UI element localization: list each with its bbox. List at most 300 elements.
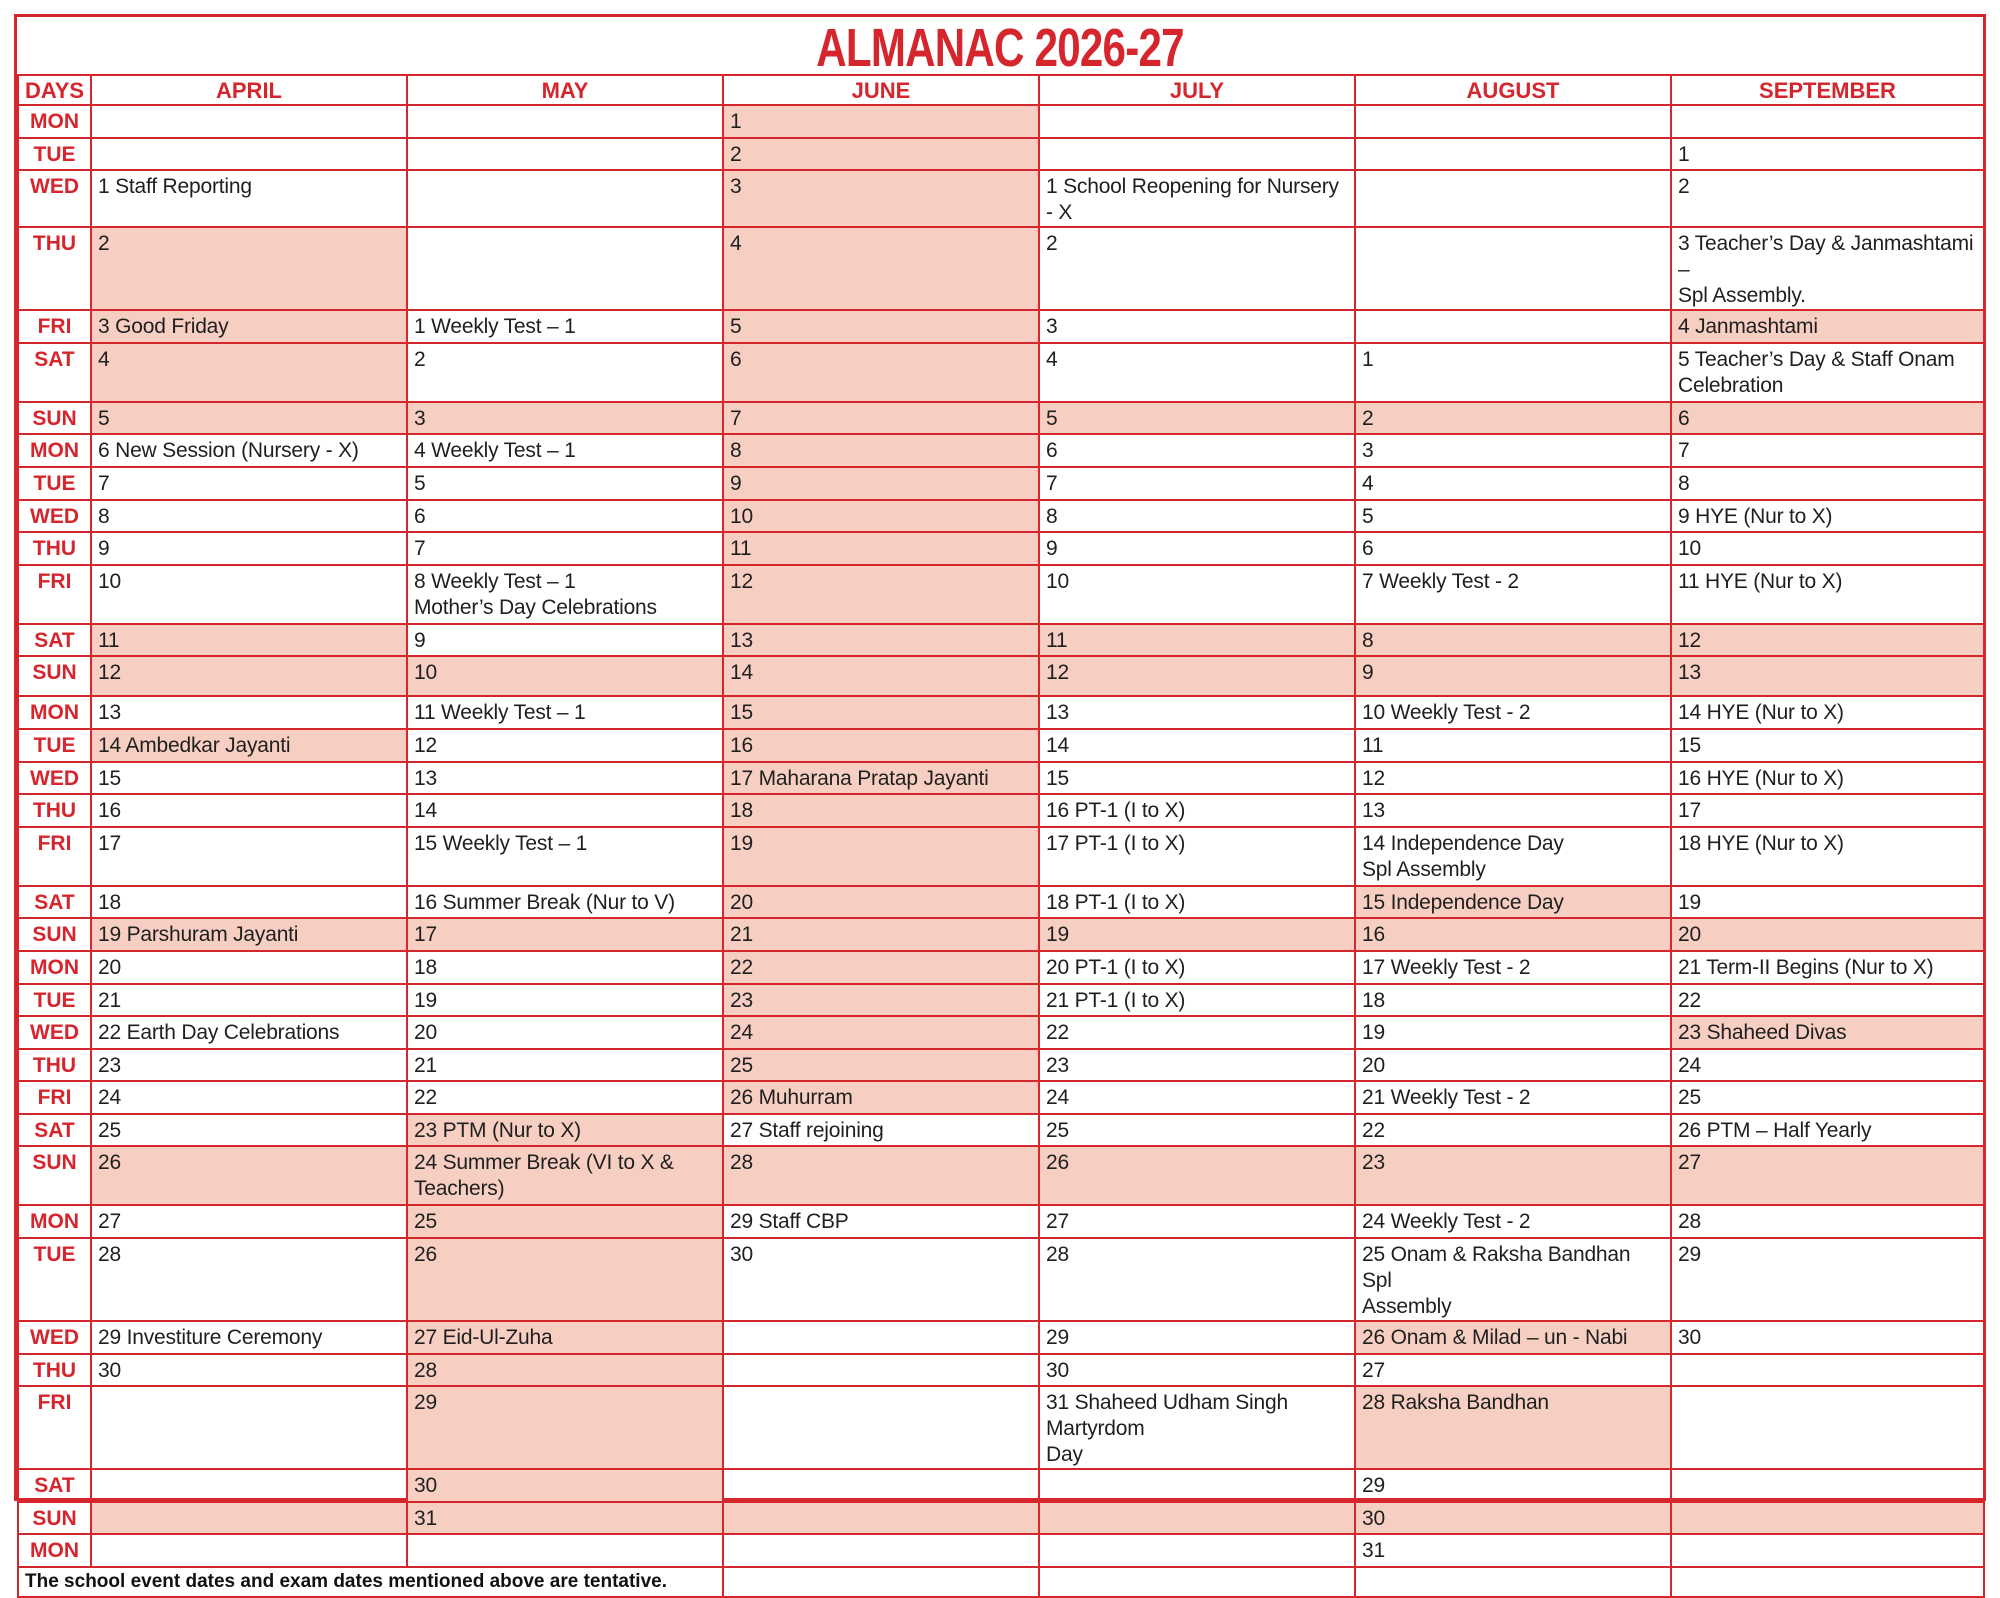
date-cell-september: 1 [1671,138,1984,171]
date-cell-august [1355,310,1671,343]
day-label: SAT [18,624,91,657]
date-cell-april: 2 [91,227,407,310]
footer-row [18,1567,1984,1597]
date-cell-june: 14 [723,656,1039,696]
day-label: TUE [18,138,91,171]
table-row [18,402,1984,435]
table-row [18,1386,1984,1469]
table-row [18,1016,1984,1049]
date-cell-april: 25 [91,1114,407,1147]
date-cell-july: 16 PT-1 (I to X) [1039,794,1355,827]
date-cell-july [1039,138,1355,171]
date-cell-august: 15 Independence Day [1355,886,1671,919]
date-cell-august: 5 [1355,500,1671,533]
day-label: SAT [18,1469,91,1502]
table-row [18,1205,1984,1238]
table-row [18,1502,1984,1535]
date-cell-april: 26 [91,1146,407,1205]
date-cell-august: 27 [1355,1354,1671,1387]
date-cell-september [1671,105,1984,138]
date-cell-july: 28 [1039,1238,1355,1321]
date-cell-september: 11 HYE (Nur to X) [1671,565,1984,624]
date-cell-august: 18 [1355,984,1671,1017]
date-cell-april: 28 [91,1238,407,1321]
date-cell-july: 1 School Reopening for Nursery - X [1039,170,1355,227]
date-cell-may: 6 [407,500,723,533]
date-cell-july: 30 [1039,1354,1355,1387]
date-cell-may: 5 [407,467,723,500]
date-cell-may: 31 [407,1502,723,1535]
table-row [18,794,1984,827]
date-cell-august: 28 Raksha Bandhan [1355,1386,1671,1469]
table-row [18,624,1984,657]
table-row [18,1146,1984,1205]
date-cell-april: 13 [91,696,407,729]
date-cell-june [723,1469,1039,1502]
date-cell-june: 10 [723,500,1039,533]
date-cell-may: 15 Weekly Test – 1 [407,827,723,886]
day-label: THU [18,532,91,565]
table-row [18,500,1984,533]
day-label: FRI [18,565,91,624]
date-cell-june: 25 [723,1049,1039,1082]
date-cell-april: 10 [91,565,407,624]
table-row [18,1354,1984,1387]
date-cell-april: 23 [91,1049,407,1082]
page-title: ALMANAC 2026-27 [816,18,1184,78]
table-row [18,434,1984,467]
date-cell-april: 19 Parshuram Jayanti [91,918,407,951]
day-label: WED [18,762,91,795]
date-cell-may: 25 [407,1205,723,1238]
day-label: SUN [18,1146,91,1205]
table-row [18,762,1984,795]
table-row [18,984,1984,1017]
date-cell-april: 21 [91,984,407,1017]
table-row [18,310,1984,343]
date-cell-may: 24 Summer Break (VI to X & Teachers) [407,1146,723,1205]
date-cell-april [91,105,407,138]
date-cell-august: 16 [1355,918,1671,951]
date-cell-september: 15 [1671,729,1984,762]
almanac-body [18,105,1984,1597]
date-cell-june: 4 [723,227,1039,310]
date-cell-september: 12 [1671,624,1984,657]
date-cell-may: 30 [407,1469,723,1502]
date-cell-september [1671,1354,1984,1387]
day-label: FRI [18,1386,91,1469]
date-cell-june: 13 [723,624,1039,657]
day-label: TUE [18,729,91,762]
date-cell-may [407,1534,723,1567]
date-cell-july: 13 [1039,696,1355,729]
date-cell-august [1355,227,1671,310]
date-cell-april: 7 [91,467,407,500]
table-row [18,951,1984,984]
date-cell-april [91,1502,407,1535]
date-cell-august: 30 [1355,1502,1671,1535]
date-cell-august: 8 [1355,624,1671,657]
date-cell-july: 18 PT-1 (I to X) [1039,886,1355,919]
day-label: SUN [18,918,91,951]
date-cell-september: 18 HYE (Nur to X) [1671,827,1984,886]
day-label: SUN [18,656,91,696]
date-cell-july [1039,1534,1355,1567]
date-cell-june: 9 [723,467,1039,500]
day-label: FRI [18,1081,91,1114]
date-cell-april: 6 New Session (Nursery - X) [91,434,407,467]
date-cell-april [91,1469,407,1502]
table-row [18,532,1984,565]
almanac-table [17,74,1985,1598]
date-cell-july: 7 [1039,467,1355,500]
date-cell-august [1355,170,1671,227]
date-cell-april: 12 [91,656,407,696]
date-cell-may: 17 [407,918,723,951]
date-cell-august: 25 Onam & Raksha Bandhan Spl Assembly [1355,1238,1671,1321]
date-cell-september: 28 [1671,1205,1984,1238]
date-cell-september: 9 HYE (Nur to X) [1671,500,1984,533]
day-label: WED [18,170,91,227]
days-header: DAYS [18,75,91,105]
table-row [18,696,1984,729]
date-cell-september: 19 [1671,886,1984,919]
day-label: THU [18,1049,91,1082]
date-cell-may [407,227,723,310]
date-cell-may: 22 [407,1081,723,1114]
date-cell-june: 12 [723,565,1039,624]
table-row [18,918,1984,951]
date-cell-september: 21 Term-II Begins (Nur to X) [1671,951,1984,984]
date-cell-july [1039,1502,1355,1535]
date-cell-may: 2 [407,343,723,402]
day-label: TUE [18,984,91,1017]
header-row [18,75,1984,105]
date-cell-august: 2 [1355,402,1671,435]
date-cell-july: 24 [1039,1081,1355,1114]
date-cell-august: 6 [1355,532,1671,565]
date-cell-june [723,1502,1039,1535]
date-cell-august: 1 [1355,343,1671,402]
date-cell-july: 27 [1039,1205,1355,1238]
date-cell-june [723,1321,1039,1354]
date-cell-july: 2 [1039,227,1355,310]
date-cell-may: 28 [407,1354,723,1387]
date-cell-july: 11 [1039,624,1355,657]
date-cell-september: 24 [1671,1049,1984,1082]
date-cell-september: 22 [1671,984,1984,1017]
date-cell-september: 16 HYE (Nur to X) [1671,762,1984,795]
table-row [18,565,1984,624]
date-cell-july: 21 PT-1 (I to X) [1039,984,1355,1017]
date-cell-june: 16 [723,729,1039,762]
date-cell-august: 12 [1355,762,1671,795]
day-label: WED [18,1016,91,1049]
day-label: MON [18,105,91,138]
date-cell-may: 9 [407,624,723,657]
date-cell-september: 23 Shaheed Divas [1671,1016,1984,1049]
date-cell-august: 22 [1355,1114,1671,1147]
date-cell-july: 31 Shaheed Udham Singh Martyrdom Day [1039,1386,1355,1469]
date-cell-april: 1 Staff Reporting [91,170,407,227]
date-cell-may: 10 [407,656,723,696]
day-label: SUN [18,402,91,435]
date-cell-september: 13 [1671,656,1984,696]
table-row [18,227,1984,310]
almanac-frame [14,14,1986,1593]
date-cell-april: 9 [91,532,407,565]
date-cell-september: 25 [1671,1081,1984,1114]
date-cell-september: 7 [1671,434,1984,467]
date-cell-june [723,1386,1039,1469]
footer-note: The school event dates and exam dates mentioned above are tentative. [18,1567,723,1597]
table-row [18,1114,1984,1147]
date-cell-july: 20 PT-1 (I to X) [1039,951,1355,984]
date-cell-may: 29 [407,1386,723,1469]
date-cell-august: 4 [1355,467,1671,500]
date-cell-september: 27 [1671,1146,1984,1205]
date-cell-may: 21 [407,1049,723,1082]
month-header-june: JUNE [723,75,1039,105]
day-label: FRI [18,310,91,343]
date-cell-july: 15 [1039,762,1355,795]
date-cell-june: 30 [723,1238,1039,1321]
date-cell-june: 15 [723,696,1039,729]
date-cell-june: 29 Staff CBP [723,1205,1039,1238]
date-cell-august [1355,105,1671,138]
date-cell-june: 27 Staff rejoining [723,1114,1039,1147]
date-cell-may: 3 [407,402,723,435]
date-cell-september [1671,1469,1984,1502]
day-label: SUN [18,1502,91,1535]
date-cell-april: 27 [91,1205,407,1238]
date-cell-august: 23 [1355,1146,1671,1205]
date-cell-april [91,138,407,171]
date-cell-april [91,1534,407,1567]
date-cell-may: 7 [407,532,723,565]
day-label: MON [18,1534,91,1567]
date-cell-july: 14 [1039,729,1355,762]
date-cell-april: 30 [91,1354,407,1387]
day-label: TUE [18,467,91,500]
date-cell-june: 5 [723,310,1039,343]
date-cell-june: 19 [723,827,1039,886]
date-cell-may: 8 Weekly Test – 1 Mother’s Day Celebrations [407,565,723,624]
date-cell-august: 17 Weekly Test - 2 [1355,951,1671,984]
date-cell-september: 14 HYE (Nur to X) [1671,696,1984,729]
date-cell-september: 2 [1671,170,1984,227]
date-cell-august: 13 [1355,794,1671,827]
date-cell-may [407,138,723,171]
date-cell-june: 2 [723,138,1039,171]
day-label: MON [18,1205,91,1238]
date-cell-september: 26 PTM – Half Yearly [1671,1114,1984,1147]
date-cell-july [1039,1469,1355,1502]
day-label: SAT [18,1114,91,1147]
date-cell-may: 23 PTM (Nur to X) [407,1114,723,1147]
date-cell-july: 9 [1039,532,1355,565]
date-cell-june: 28 [723,1146,1039,1205]
date-cell-august: 31 [1355,1534,1671,1567]
day-label: MON [18,951,91,984]
table-row [18,105,1984,138]
date-cell-september: 6 [1671,402,1984,435]
day-label: WED [18,1321,91,1354]
date-cell-august: 21 Weekly Test - 2 [1355,1081,1671,1114]
table-row [18,138,1984,171]
month-header-august: AUGUST [1355,75,1671,105]
table-row [18,827,1984,886]
date-cell-september: 17 [1671,794,1984,827]
date-cell-july: 5 [1039,402,1355,435]
date-cell-august: 19 [1355,1016,1671,1049]
date-cell-june: 24 [723,1016,1039,1049]
date-cell-may: 26 [407,1238,723,1321]
table-row [18,656,1984,696]
date-cell-may: 13 [407,762,723,795]
date-cell-september: 3 Teacher’s Day & Janmashtami – Spl Assembly. [1671,227,1984,310]
footer-empty-cell [1671,1567,1984,1597]
date-cell-april: 16 [91,794,407,827]
month-header-april: APRIL [91,75,407,105]
date-cell-april: 4 [91,343,407,402]
date-cell-july: 10 [1039,565,1355,624]
date-cell-april: 14 Ambedkar Jayanti [91,729,407,762]
date-cell-april: 15 [91,762,407,795]
date-cell-may: 4 Weekly Test – 1 [407,434,723,467]
date-cell-june: 18 [723,794,1039,827]
date-cell-july: 19 [1039,918,1355,951]
date-cell-september: 30 [1671,1321,1984,1354]
day-label: THU [18,794,91,827]
date-cell-june: 17 Maharana Pratap Jayanti [723,762,1039,795]
date-cell-june: 8 [723,434,1039,467]
date-cell-september: 10 [1671,532,1984,565]
date-cell-may: 18 [407,951,723,984]
date-cell-may: 14 [407,794,723,827]
table-row [18,467,1984,500]
date-cell-august: 10 Weekly Test - 2 [1355,696,1671,729]
date-cell-july: 23 [1039,1049,1355,1082]
date-cell-july: 6 [1039,434,1355,467]
date-cell-july: 22 [1039,1016,1355,1049]
date-cell-september: 29 [1671,1238,1984,1321]
table-row [18,1049,1984,1082]
date-cell-august: 11 [1355,729,1671,762]
date-cell-august: 14 Independence Day Spl Assembly [1355,827,1671,886]
day-label: SAT [18,343,91,402]
date-cell-august: 29 [1355,1469,1671,1502]
day-label: FRI [18,827,91,886]
day-label: MON [18,434,91,467]
date-cell-june: 1 [723,105,1039,138]
date-cell-september: 8 [1671,467,1984,500]
date-cell-may [407,105,723,138]
date-cell-june [723,1354,1039,1387]
table-row [18,1321,1984,1354]
table-row [18,1534,1984,1567]
month-header-may: MAY [407,75,723,105]
date-cell-september: 5 Teacher’s Day & Staff Onam Celebration [1671,343,1984,402]
date-cell-september [1671,1534,1984,1567]
date-cell-june: 3 [723,170,1039,227]
date-cell-april: 8 [91,500,407,533]
date-cell-june [723,1534,1039,1567]
date-cell-august: 7 Weekly Test - 2 [1355,565,1671,624]
date-cell-august: 3 [1355,434,1671,467]
date-cell-june: 21 [723,918,1039,951]
table-row [18,343,1984,402]
date-cell-july: 8 [1039,500,1355,533]
date-cell-september: 4 Janmashtami [1671,310,1984,343]
day-label: TUE [18,1238,91,1321]
date-cell-may: 19 [407,984,723,1017]
date-cell-july [1039,105,1355,138]
date-cell-may: 12 [407,729,723,762]
date-cell-august: 26 Onam & Milad – un - Nabi [1355,1321,1671,1354]
date-cell-may: 16 Summer Break (Nur to V) [407,886,723,919]
date-cell-june: 22 [723,951,1039,984]
table-row [18,1469,1984,1502]
date-cell-july: 4 [1039,343,1355,402]
day-label: THU [18,1354,91,1387]
table-row [18,729,1984,762]
date-cell-july: 3 [1039,310,1355,343]
table-row [18,886,1984,919]
date-cell-july: 29 [1039,1321,1355,1354]
date-cell-june: 7 [723,402,1039,435]
date-cell-april: 22 Earth Day Celebrations [91,1016,407,1049]
date-cell-may: 11 Weekly Test – 1 [407,696,723,729]
date-cell-april: 20 [91,951,407,984]
date-cell-september: 20 [1671,918,1984,951]
table-row [18,170,1984,227]
day-label: SAT [18,886,91,919]
date-cell-may: 27 Eid-Ul-Zuha [407,1321,723,1354]
date-cell-september [1671,1502,1984,1535]
footer-empty-cell [723,1567,1039,1597]
date-cell-june: 26 Muhurram [723,1081,1039,1114]
date-cell-august: 20 [1355,1049,1671,1082]
date-cell-may: 1 Weekly Test – 1 [407,310,723,343]
date-cell-april [91,1386,407,1469]
footer-empty-cell [1355,1567,1671,1597]
date-cell-august: 9 [1355,656,1671,696]
table-row [18,1238,1984,1321]
date-cell-april: 5 [91,402,407,435]
date-cell-april: 29 Investiture Ceremony [91,1321,407,1354]
date-cell-may [407,170,723,227]
date-cell-august: 24 Weekly Test - 2 [1355,1205,1671,1238]
date-cell-june: 6 [723,343,1039,402]
date-cell-april: 3 Good Friday [91,310,407,343]
date-cell-september [1671,1386,1984,1469]
date-cell-april: 17 [91,827,407,886]
date-cell-may: 20 [407,1016,723,1049]
date-cell-april: 11 [91,624,407,657]
date-cell-july: 25 [1039,1114,1355,1147]
day-label: MON [18,696,91,729]
date-cell-july: 26 [1039,1146,1355,1205]
date-cell-july: 17 PT-1 (I to X) [1039,827,1355,886]
month-header-july: JULY [1039,75,1355,105]
footer-empty-cell [1039,1567,1355,1597]
date-cell-april: 18 [91,886,407,919]
table-row [18,1081,1984,1114]
date-cell-april: 24 [91,1081,407,1114]
date-cell-june: 23 [723,984,1039,1017]
date-cell-july: 12 [1039,656,1355,696]
